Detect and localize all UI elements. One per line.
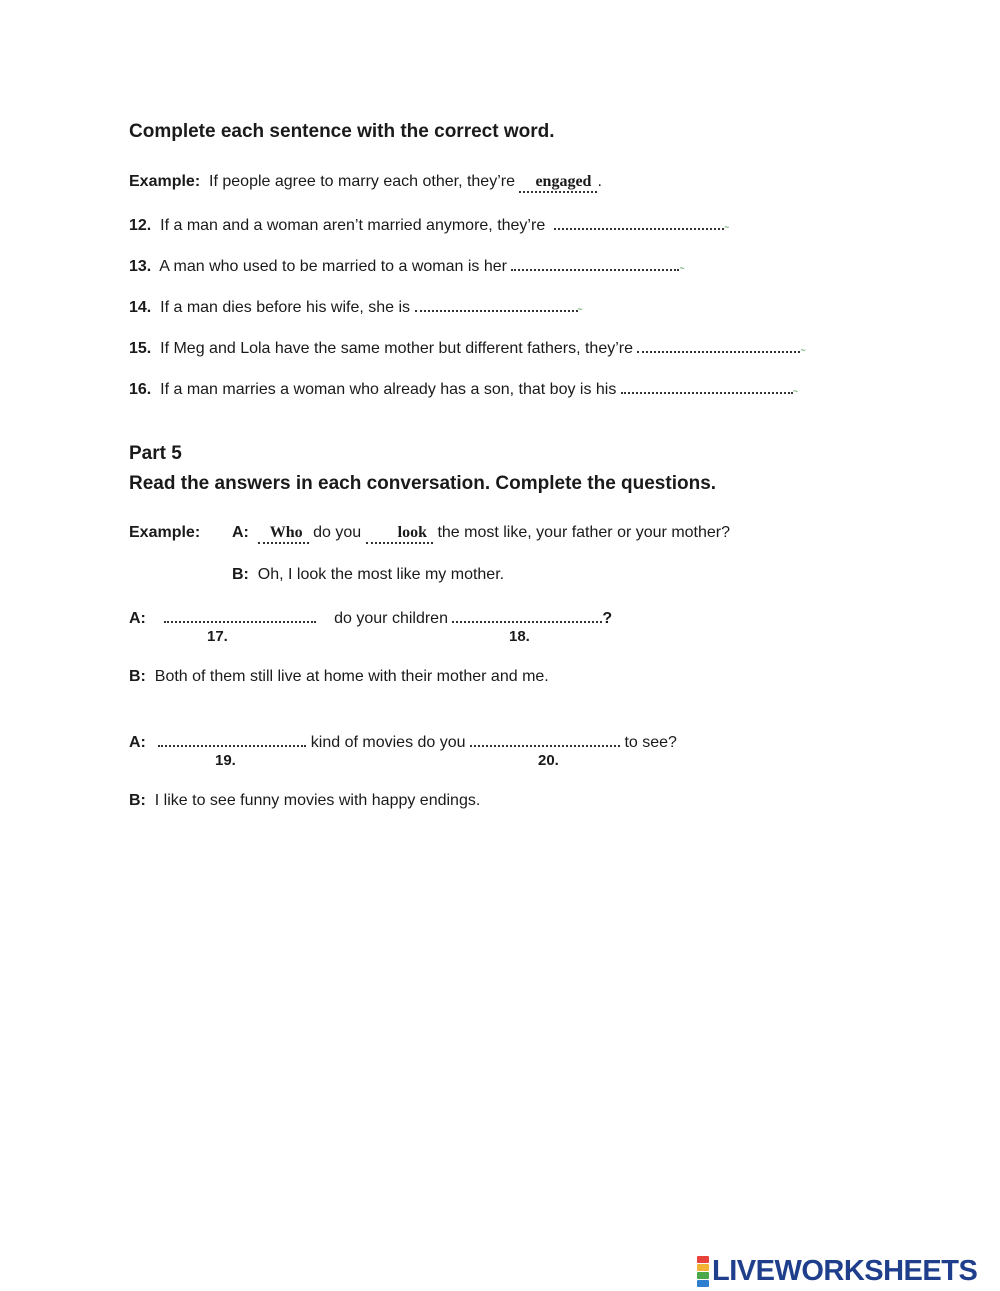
speaker-b-label: B: (129, 668, 146, 685)
conversation-2-b (129, 792, 480, 810)
example-answer: engaged (519, 173, 597, 193)
section-heading: Complete each sentence with the correct word. (129, 121, 555, 142)
question-number: 14. (129, 299, 152, 316)
question-text: If a man dies before his wife, she is (160, 299, 411, 316)
example-label: Example: (129, 173, 201, 190)
question-text: If Meg and Lola have the same mother but different fathers, they’re (160, 340, 634, 357)
speaker-a-label: A: (129, 610, 146, 627)
conversation-2-mid-text: kind of movies do you (310, 734, 466, 751)
question-number: 12. (129, 217, 152, 234)
question-text: If a man and a woman aren’t married anymore, they’re (160, 217, 546, 234)
answer-blank-20[interactable] (470, 731, 620, 747)
answer-blank-17[interactable] (164, 607, 316, 623)
question-text: A man who used to be married to a woman is her (159, 258, 507, 275)
speaker-b-label: B: (232, 566, 249, 583)
question-text: If a man marries a woman who already has a son, that boy is his (160, 381, 617, 398)
blank-number-19: 19. (215, 752, 236, 769)
answer-blank-15[interactable] (637, 337, 800, 353)
logo-blocks-icon (697, 1256, 709, 1287)
example-b-text: Oh, I look the most like my mother. (257, 566, 505, 583)
example-text: If people agree to marry each other, they’re (209, 173, 515, 190)
conversation-1-b-text: Both of them still live at home with their mother and me. (154, 668, 549, 685)
speaker-a-label: A: (232, 524, 249, 541)
example-answer-2: look (366, 524, 433, 544)
question-number: 13. (129, 258, 152, 275)
part-title: Part 5 (129, 443, 182, 464)
blank-number-18: 18. (509, 628, 530, 645)
example-answer-1: Who (258, 524, 309, 544)
logo-block-green (697, 1272, 709, 1279)
question-mark: ? (602, 610, 613, 627)
conversation-2-b-text: I like to see funny movies with happy endings. (154, 792, 481, 809)
answer-blank-13[interactable] (511, 255, 679, 271)
conversation-2-end-text: to see? (624, 734, 677, 751)
conversation-2-a (129, 731, 677, 752)
question-15: 15. If Meg and Lola have the same mother but different fathers, they’re ~ (129, 337, 806, 358)
logo-block-yellow (697, 1264, 709, 1271)
conversation-1-a (129, 607, 612, 628)
question-number: 15. (129, 340, 152, 357)
question-12: 12. If a man and a woman aren’t married anymore, they’re ~ (129, 214, 729, 235)
conversation-1-b (129, 668, 549, 686)
blank-number-20: 20. (538, 752, 559, 769)
speaker-a-label: A: (129, 734, 146, 751)
logo-block-red (697, 1256, 709, 1263)
example-conversation-b (232, 566, 504, 584)
example-end: . (597, 173, 602, 190)
answer-blank-19[interactable] (158, 731, 306, 747)
conversation-1-mid-text: do your children (334, 610, 448, 627)
example-rest-text: the most like, your father or your mother? (437, 524, 731, 541)
speaker-b-label: B: (129, 792, 146, 809)
example-mid-text: do you (313, 524, 362, 541)
example-conversation-a (232, 524, 730, 544)
answer-blank-12[interactable] (554, 214, 724, 230)
example-line (129, 173, 602, 193)
brand-name: LIVEWORKSHEETS (712, 1254, 978, 1287)
question-13: 13. A man who used to be married to a woman is her ~ (129, 255, 685, 276)
logo-block-blue (697, 1280, 709, 1287)
answer-blank-14[interactable] (415, 296, 578, 312)
liveworksheets-logo (697, 1255, 977, 1287)
question-number: 16. (129, 381, 152, 398)
answer-blank-18[interactable] (452, 607, 602, 623)
answer-blank-16[interactable] (621, 378, 793, 394)
blank-number-17: 17. (207, 628, 228, 645)
example-label: Example: (129, 524, 201, 541)
question-14: 14. If a man dies before his wife, she is ~ (129, 296, 583, 317)
section-heading: Read the answers in each conversation. Complete the questions. (129, 473, 717, 494)
question-16: 16. If a man marries a woman who already has a son, that boy is his ~ (129, 378, 798, 399)
